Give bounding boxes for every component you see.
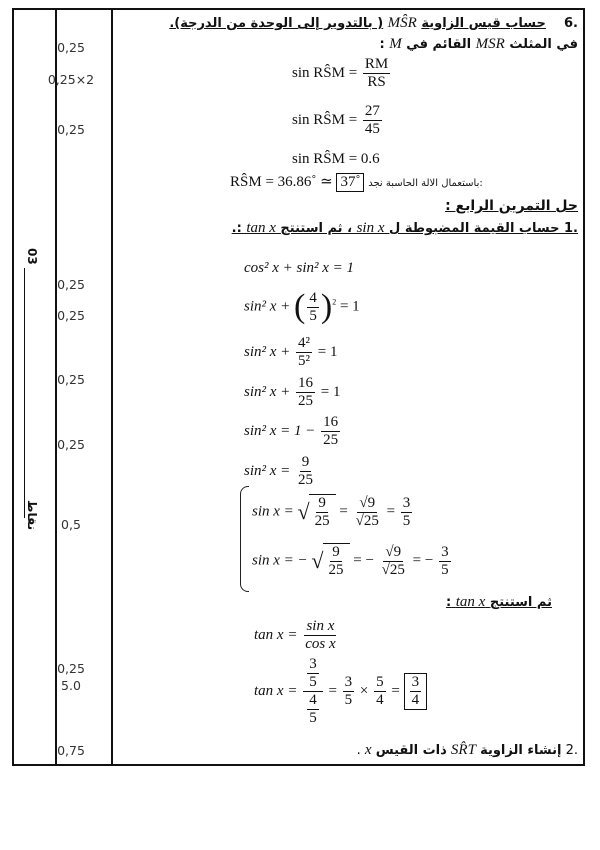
boxed-answer: 37˚ — [336, 173, 364, 192]
fraction: $\frac{3}{5}$ — [441, 543, 449, 578]
denominator: 25 — [323, 432, 339, 448]
text: إنشاء الزاوية — [480, 743, 562, 758]
mark: 0,25 — [57, 437, 85, 452]
text: ، ثم استنتج — [280, 221, 353, 236]
numerator: 4² — [298, 335, 311, 351]
lhs: sin² x + — [244, 383, 291, 400]
text: :. — [231, 221, 242, 236]
numerator: 16 — [323, 414, 339, 430]
text: القائم في — [406, 37, 472, 52]
tanx: tan x — [455, 594, 486, 610]
text: في المثلث — [509, 37, 578, 52]
lhs: tan x = — [254, 682, 298, 699]
text: : — [446, 595, 452, 610]
q6-title-rest: ( بالتدوير إلى الوحدة من الدرجة). — [169, 16, 384, 31]
boxed-answer — [404, 673, 428, 710]
lhs: sin x = — [252, 503, 294, 520]
fraction — [363, 56, 390, 91]
tan-definition — [254, 618, 340, 653]
lhs: tan x = — [254, 626, 298, 643]
rhs: = 0.6 — [348, 151, 380, 167]
lhs: sin RŜM — [292, 151, 345, 167]
vertex-name: M — [389, 36, 402, 52]
rhs: = 1 — [320, 383, 341, 400]
lhs: sin² x = — [244, 462, 291, 479]
step-fraction — [244, 375, 341, 410]
calculator-note: باستعمال الالة الحاسبة نجد: — [368, 178, 483, 189]
text: حساب القيمة المضبوطة ل — [389, 221, 560, 236]
numerator: 16 — [298, 375, 314, 391]
points-word: نقاط — [25, 500, 39, 531]
equation-sin-ratio: sin RŜM = $\frac{RM}{RS}$ — [292, 56, 389, 90]
numerator: 9 — [301, 454, 310, 470]
tan-computation: tan x = $\frac{\frac{3}{5}}{\frac{4}{5}}$ = $\frac{3}{5}$ × $\frac{5}{4}$ = $\frac{3}{4}$ — [254, 656, 427, 727]
fraction: $\frac{5}{4}$ — [376, 674, 384, 708]
q1-number: .1 — [564, 221, 578, 236]
mark: 0,25×2 — [47, 72, 95, 87]
lhs: sin x = − — [252, 552, 308, 569]
fraction: $\frac{√9}{√25}$ — [355, 494, 379, 529]
rhs: = 1 — [339, 298, 360, 315]
q6-title: حساب قيس الزاوية — [421, 16, 546, 31]
fraction — [321, 414, 340, 449]
points-label — [13, 248, 39, 538]
denominator: RS — [367, 74, 386, 90]
rhs: = 1 — [317, 343, 338, 360]
step-substitute: sin² x + ( $\frac{4}{5}$ )$^2$ = 1 — [244, 288, 360, 325]
x-var: x — [364, 742, 372, 758]
case-negative: sin x = − √ $\frac{9}{25}$ = − $\frac{√9}{√25}$ = − $\frac{3}{5}$ — [252, 543, 449, 578]
mark: 0,25 — [57, 661, 85, 676]
fraction: $\frac{3}{5}$ — [344, 674, 353, 708]
cases-brace — [240, 486, 249, 592]
points-number: 03 — [25, 248, 39, 265]
angle: SR̂T — [450, 742, 476, 758]
q2-number: .2 — [565, 743, 578, 758]
numerator: 4 — [309, 289, 317, 306]
numerator: 27 — [364, 103, 380, 119]
fraction — [363, 103, 382, 138]
text: ثم استنتج — [489, 595, 552, 610]
triangle-name: MSR — [475, 36, 505, 52]
step-result — [244, 454, 317, 489]
mark: 0,25 — [57, 277, 85, 292]
numerator: RM — [364, 56, 389, 72]
equation-sin-decimal — [292, 151, 380, 168]
lhs: sin² x + — [244, 343, 291, 360]
equation-angle-value — [230, 172, 483, 192]
lhs: RŜM — [230, 174, 262, 190]
fraction: $\frac{√9}{√25}$ — [381, 543, 405, 578]
lhs: sin² x + — [244, 298, 291, 315]
denominator: cos x — [305, 636, 336, 652]
case-positive: sin x = √ $\frac{9}{25}$ = $\frac{√9}{√25}$ = $\frac{3}{5}$ — [252, 494, 411, 529]
text: : — [379, 37, 385, 52]
step-identity: cos² x + sin² x = 1 — [244, 260, 355, 276]
sqrt: √ $\frac{9}{25}$ — [298, 494, 336, 530]
denominator: 25 — [298, 472, 314, 488]
fraction — [307, 290, 319, 325]
lhs: sin RŜM — [292, 64, 345, 81]
mark: 0,25 — [57, 40, 85, 55]
denominator: 4 — [411, 692, 420, 708]
numerator: 3 — [411, 674, 420, 690]
fraction — [296, 454, 315, 489]
mark: 0,75 — [57, 743, 85, 758]
lhs: sin² x = 1 − — [244, 422, 316, 439]
mark: 0,25 — [57, 122, 85, 137]
denominator: 5 — [309, 307, 317, 324]
text: . — [356, 743, 361, 758]
denominator: 25 — [298, 393, 314, 409]
q6-subheading — [380, 36, 578, 53]
mark: 5.0 — [61, 678, 81, 693]
denominator: 45 — [364, 121, 380, 137]
q6-number: .6 — [564, 16, 578, 31]
text: ذات القيس — [375, 743, 447, 758]
sqrt: √ $\frac{9}{25}$ — [311, 543, 349, 579]
column-divider-marks — [111, 10, 113, 764]
mark: 0,25 — [57, 372, 85, 387]
deduce-tan-heading — [446, 594, 552, 611]
numerator: sin x — [306, 618, 335, 634]
q6-heading — [169, 15, 578, 32]
lhs: sin RŜM — [292, 111, 345, 128]
exercise4-heading: حل التمرين الرابع : — [445, 198, 578, 214]
q6-angle: MŜR — [387, 15, 417, 31]
tanx: tan x — [246, 220, 276, 236]
mark: 0,25 — [57, 308, 85, 323]
ex4-q1-heading — [232, 220, 578, 237]
fraction — [296, 375, 315, 410]
sinx: sin x — [356, 220, 385, 236]
fraction — [303, 618, 337, 653]
denominator: 5² — [298, 353, 311, 369]
compound-fraction: $\frac{\frac{3}{5}}{\frac{4}{5}}$ — [303, 656, 323, 727]
points-line — [24, 268, 25, 518]
mark: 0,5 — [61, 517, 81, 532]
value: = 36.86˚ ≃ — [265, 174, 333, 190]
equation-sin-values: sin RŜM = $\frac{27}{45}$ — [292, 103, 380, 137]
step-isolate — [244, 414, 342, 449]
fraction: $\frac{3}{5}$ — [402, 494, 411, 529]
step-power — [244, 335, 338, 370]
fraction — [296, 335, 312, 370]
ex4-q2-heading — [357, 742, 578, 759]
